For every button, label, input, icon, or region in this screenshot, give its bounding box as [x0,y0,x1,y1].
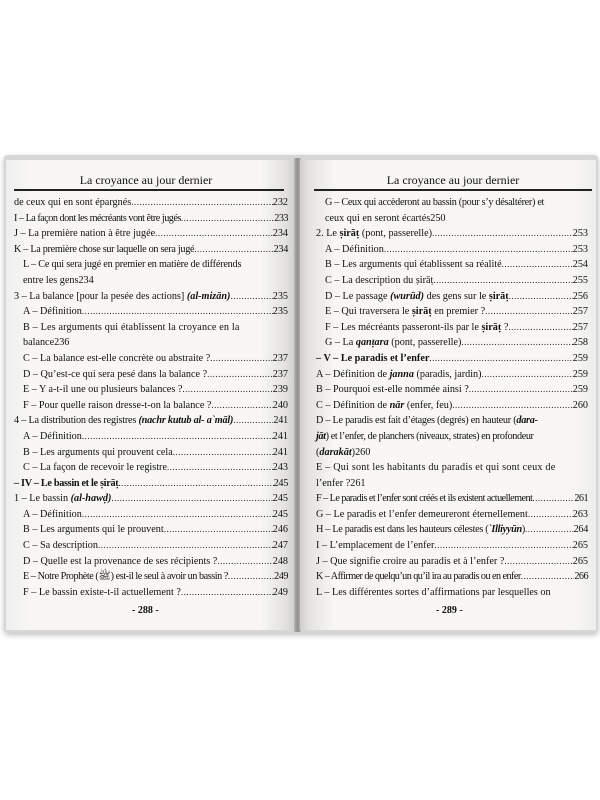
header-rule [14,189,284,191]
header-rule [314,189,592,191]
toc-entry: E – Qui sont les habitants du paradis et qui sont ceux de l’enfer ? 261 [316,462,556,489]
toc-entry: 1 – Le bassin (al-hawḍ) ..... 245 [14,491,288,507]
toc-entry: B – Pourquoi est-elle nommée ainsi ? ..... 259 [316,382,588,398]
toc-entry: F – Le paradis et l’enfer sont créés et ils existent actuellement ..... 261 [316,491,588,507]
toc-entry: G – Le paradis et l’enfer demeureront éternellement ..... 263 [316,507,588,523]
toc-entry: A – Définition ..... 253 [316,242,588,258]
toc-entry: D – Le passage (wurūd) des gens sur le ṣirāṭ ..... 256 [316,289,588,305]
toc-entry: C – Sa description ..... 247 [14,538,288,554]
toc-entry: A – Définition ..... 245 [14,507,288,523]
toc-entry: L – Les différentes sortes d’affirmations par lesquelles on [316,586,551,598]
toc-entry: B – Les arguments qui prouvent cela ..... 241 [14,445,288,461]
toc-entry: H – Le paradis est dans les hauteurs célestes (`Illiyyūn) ..... 264 [316,522,588,538]
toc-entry: C – La façon de recevoir le registre ..... 243 [14,460,288,476]
toc-entry: B – Les arguments qui établissent sa réalité ..... 254 [316,257,588,273]
running-header: La croyance au jour dernier [79,173,213,187]
toc-entry: B – Les arguments qui le prouvent ..... 246 [14,522,288,538]
toc-entry: F – Les mécréants passeront-ils par le ṣirāṭ ? ..... 257 [316,320,588,336]
toc-entry: A – Définition de janna (paradis, jardin) ..... 259 [316,367,588,383]
toc-entry: 3 – La balance [pour la pesée des actions] (al-mizān) ..... 235 [14,289,288,305]
toc-entry: F – Pour quelle raison dresse-t-on la balance ? ..... 240 [14,398,288,414]
toc-entry: C – Définition de nār (enfer, feu) ..... 260 [316,398,588,414]
toc-entry: L – Ce qui sera jugé en premier en matière de différends entre les gens 234 [23,259,242,286]
toc-entry: de ceux qui en sont épargnés ..... 232 [14,195,288,211]
toc-entry: I – La façon dont les mécréants vont être jugés ..... 233 [14,211,288,227]
toc-entry: A – Définition ..... 235 [14,304,288,320]
toc-entry: D – Qu’est-ce qui sera pesé dans la balance ? ..... 237 [14,367,288,383]
toc-entry: 2. Le ṣirāṭ (pont, passerelle) ..... 253 [316,226,588,242]
right-page [300,160,596,630]
toc-entry: B – Les arguments qui établissent la croyance en la balance 236 [23,321,240,349]
toc-section-heading: – V – Le paradis et l’enfer ..... 259 [316,351,588,367]
page-number: - 289 - [436,605,463,616]
toc-entry: E – Qui traversera le ṣirāṭ en premier ? ..... 257 [316,304,588,320]
toc-entry: F – Le bassin existe-t-il actuellement ? ..... 249 [14,585,288,601]
toc-entry: J – La première nation à être jugée ..... 234 [14,226,288,242]
toc-entry: C – La balance est-elle concrète ou abstraite ? ..... 237 [14,351,288,367]
toc-entry: K – La première chose sur laquelle on sera jugé ..... 234 [14,242,288,258]
toc-entry: I – L’emplacement de l’enfer ..... 265 [316,538,588,554]
toc-entry: K – Affirmer de quelqu’un qu’il ira au paradis ou en enfer ..... 266 [316,569,588,585]
toc-entry: A – Définition ..... 241 [14,429,288,445]
toc-entry: C – La description du ṣirāṭ ..... 255 [316,273,588,289]
toc-section-heading: – IV – Le bassin et le ṣirāṭ ..... 245 [14,476,288,492]
toc-list [316,195,588,600]
running-header: La croyance au jour dernier [386,173,520,187]
toc-entry: J – Que signifie croire au paradis et à l’enfer ? ..... 265 [316,554,588,570]
toc-entry: D – Le paradis est fait d’étages (degrés) en hauteur (dara- jāt) et l’enfer, de planchers (niveaux, strates) en profondeur (darakāt) 260 [316,415,538,458]
toc-entry: G – La qanṭara (pont, passerelle) ..... 258 [316,335,588,351]
toc-entry: G – Ceux qui accèderont au bassin (pour s’y désaltérer) et ceux qui en seront écartés 250 [325,197,545,224]
toc-entry: 4 – La distribution des registres (nachr kutub al- a`māl) ..... 241 [14,413,288,429]
page-number: - 288 - [132,605,159,616]
toc-entry: E – Y a-t-il une ou plusieurs balances ? ..... 239 [14,382,288,398]
left-page [6,160,295,630]
toc-list [14,195,288,600]
toc-entry: D – Quelle est la provenance de ses récipients ? ..... 248 [14,554,288,570]
toc-entry: E – Notre Prophète (ﷺ) est-il le seul à avoir un bassin ? ..... 249 [14,569,288,585]
